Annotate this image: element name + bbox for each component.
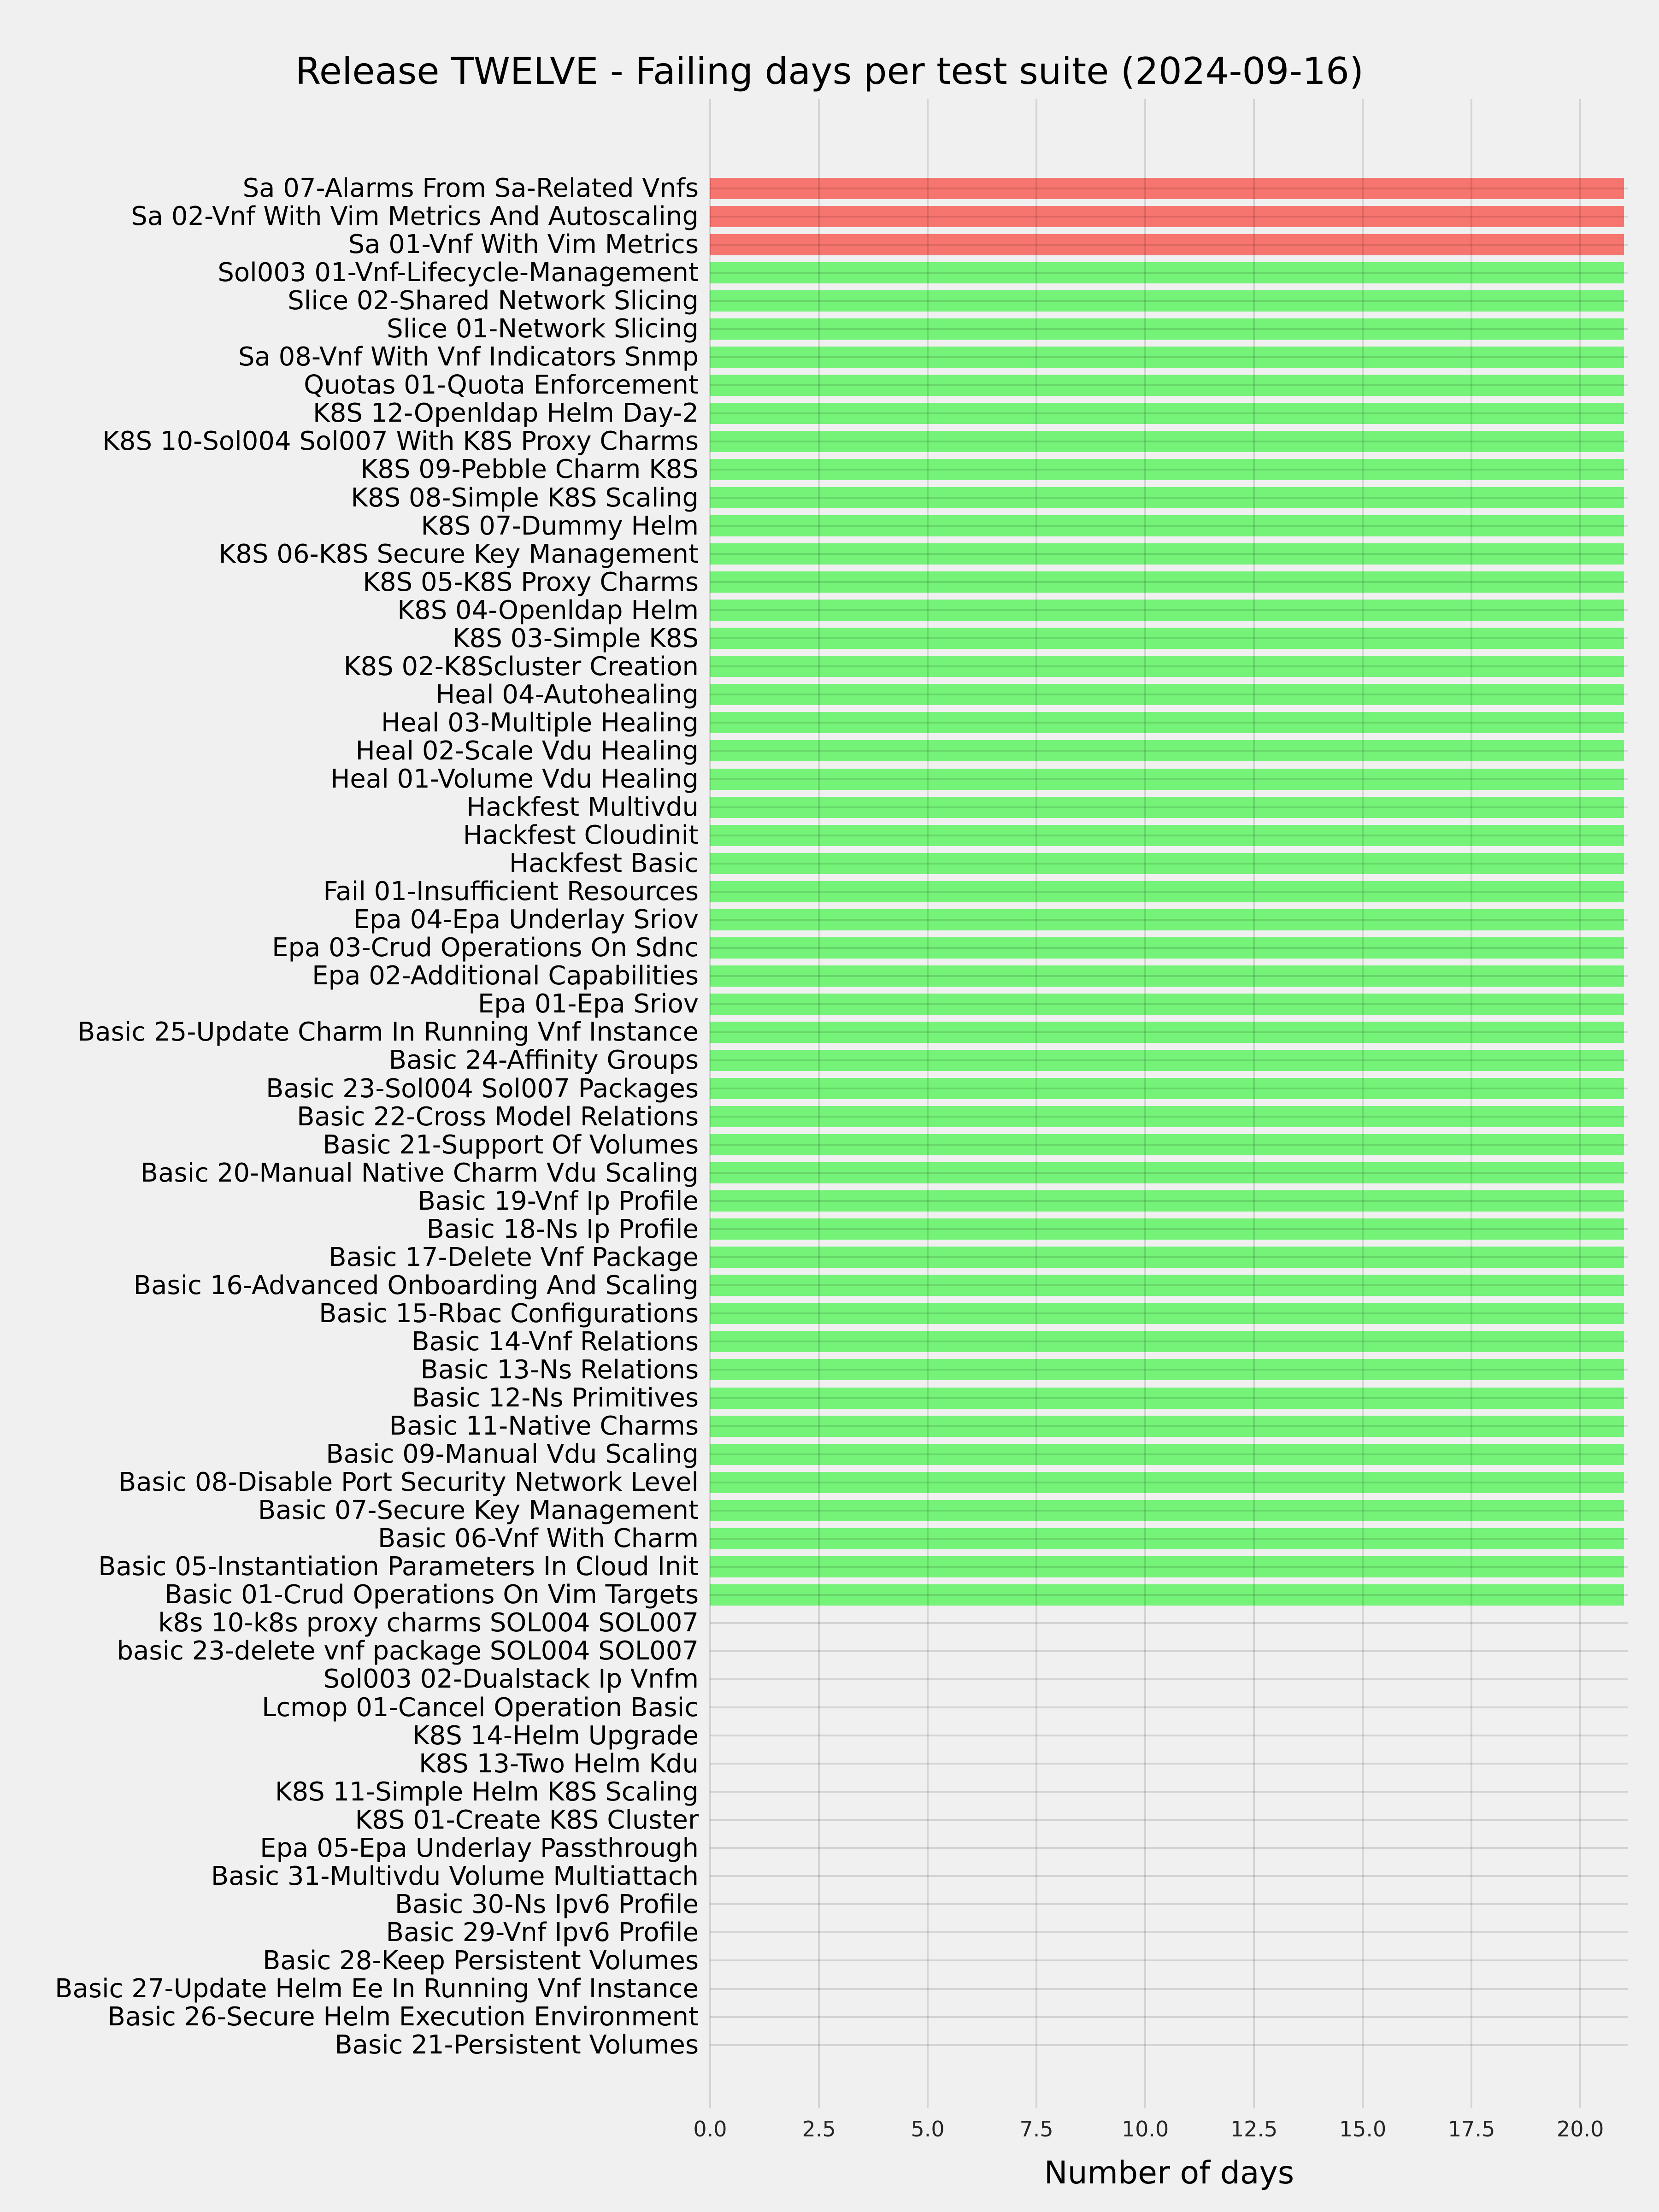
bar-track bbox=[710, 821, 1628, 849]
bar-track bbox=[710, 1722, 1628, 1750]
category-row bbox=[0, 202, 1628, 230]
category-label: k8s 10-k8s proxy charms SOL004 SOL007 bbox=[158, 1608, 699, 1638]
category-label: Basic 08-Disable Port Security Network Level bbox=[118, 1467, 699, 1498]
bar-track bbox=[710, 1356, 1628, 1384]
category-label: K8S 09-Pebble Charm K8S bbox=[360, 454, 699, 485]
gridline-h bbox=[710, 1931, 1628, 1933]
gridline-h bbox=[710, 863, 1628, 865]
category-row bbox=[0, 455, 1628, 483]
bar-track bbox=[710, 1187, 1628, 1215]
category-row bbox=[0, 737, 1628, 765]
category-row bbox=[0, 1524, 1628, 1553]
x-tick-label: 15.0 bbox=[1339, 2117, 1387, 2141]
bar-track bbox=[710, 877, 1628, 906]
gridline-h bbox=[710, 1875, 1628, 1877]
gridline-h bbox=[710, 1650, 1628, 1652]
category-label: Basic 23-Sol004 Sol007 Packages bbox=[266, 1073, 699, 1104]
bar-track bbox=[710, 1271, 1628, 1300]
category-label: Basic 30-Ns Ipv6 Profile bbox=[394, 1889, 699, 1919]
bar-track bbox=[710, 343, 1628, 371]
x-tick-label: 17.5 bbox=[1447, 2117, 1495, 2141]
category-label: Basic 14-Vnf Relations bbox=[412, 1326, 699, 1357]
gridline-h bbox=[710, 1538, 1628, 1540]
category-label: Basic 25-Update Charm In Running Vnf Instance bbox=[77, 1017, 699, 1047]
category-label: Epa 04-Epa Underlay Sriov bbox=[353, 905, 699, 935]
x-tick-label: 10.0 bbox=[1121, 2117, 1169, 2141]
bar-track bbox=[710, 2003, 1628, 2031]
gridline-h bbox=[710, 1791, 1628, 1793]
category-label: Basic 27-Update Helm Ee In Running Vnf Instance bbox=[55, 1974, 699, 2004]
category-row bbox=[0, 1243, 1628, 1271]
category-row bbox=[0, 1694, 1628, 1722]
bar-track bbox=[710, 202, 1628, 230]
category-label: Basic 18-Ns Ip Profile bbox=[426, 1214, 699, 1244]
bar-track bbox=[710, 540, 1628, 568]
bar-track bbox=[710, 484, 1628, 512]
x-tick-label: 2.5 bbox=[802, 2117, 836, 2141]
bar-track bbox=[710, 427, 1628, 455]
x-tick-label: 20.0 bbox=[1556, 2117, 1604, 2141]
bar-track bbox=[710, 1440, 1628, 1468]
category-label: Basic 07-Secure Key Management bbox=[258, 1495, 699, 1526]
bar-track bbox=[710, 1806, 1628, 1834]
gridline-h bbox=[710, 188, 1628, 189]
category-label: Basic 12-Ns Primitives bbox=[412, 1383, 699, 1413]
bar-track bbox=[710, 681, 1628, 709]
bar-track bbox=[710, 596, 1628, 624]
category-label: Fail 01-Insufficient Resources bbox=[323, 877, 699, 907]
bar-track bbox=[710, 1384, 1628, 1412]
bar-track bbox=[710, 990, 1628, 1018]
gridline-h bbox=[710, 581, 1628, 583]
category-row bbox=[0, 287, 1628, 315]
bar-track bbox=[710, 1018, 1628, 1046]
category-label: K8S 04-Openldap Helm bbox=[397, 595, 699, 625]
category-row bbox=[0, 990, 1628, 1018]
category-row bbox=[0, 1581, 1628, 1609]
category-row bbox=[0, 1750, 1628, 1778]
category-label: Lcmop 01-Cancel Operation Basic bbox=[262, 1692, 699, 1723]
bar-track bbox=[710, 1581, 1628, 1609]
x-tick-label: 0.0 bbox=[693, 2117, 727, 2141]
category-row bbox=[0, 1862, 1628, 1890]
category-label: Basic 22-Cross Model Relations bbox=[297, 1101, 699, 1132]
gridline-h bbox=[710, 1200, 1628, 1202]
gridline-h bbox=[710, 665, 1628, 667]
category-label: Basic 09-Manual Vdu Scaling bbox=[326, 1439, 699, 1470]
category-row bbox=[0, 540, 1628, 568]
category-label: Slice 01-Network Slicing bbox=[387, 314, 699, 344]
category-row bbox=[0, 1159, 1628, 1187]
category-row bbox=[0, 1046, 1628, 1074]
gridline-h bbox=[710, 1678, 1628, 1680]
category-label: Basic 01-Crud Operations On Vim Targets bbox=[165, 1580, 699, 1610]
category-row bbox=[0, 849, 1628, 877]
category-label: Basic 31-Multivdu Volume Multiattach bbox=[211, 1861, 699, 1891]
gridline-h bbox=[710, 1228, 1628, 1230]
gridline-h bbox=[710, 412, 1628, 414]
category-label: Epa 01-Epa Sriov bbox=[477, 989, 699, 1019]
category-row bbox=[0, 315, 1628, 343]
gridline-h bbox=[710, 1566, 1628, 1568]
category-label: Basic 19-Vnf Ip Profile bbox=[418, 1186, 699, 1216]
category-label: Sa 08-Vnf With Vnf Indicators Snmp bbox=[238, 342, 699, 372]
gridline-h bbox=[710, 637, 1628, 639]
category-label: Basic 28-Keep Persistent Volumes bbox=[263, 1945, 699, 1976]
category-label: K8S 11-Simple Helm K8S Scaling bbox=[275, 1777, 699, 1807]
category-row bbox=[0, 1778, 1628, 1806]
category-label: Basic 05-Instantiation Parameters In Cloud Init bbox=[98, 1552, 699, 1582]
category-label: K8S 01-Create K8S Cluster bbox=[355, 1805, 699, 1835]
gridline-h bbox=[710, 1397, 1628, 1399]
bar-track bbox=[710, 399, 1628, 427]
bar-track bbox=[710, 1215, 1628, 1243]
bar-track bbox=[710, 962, 1628, 990]
category-row bbox=[0, 1947, 1628, 1975]
category-row bbox=[0, 1637, 1628, 1665]
bar-track bbox=[710, 1553, 1628, 1581]
category-row bbox=[0, 512, 1628, 540]
category-label: K8S 02-K8Scluster Creation bbox=[343, 651, 699, 682]
bar-track bbox=[710, 1665, 1628, 1693]
category-row bbox=[0, 1384, 1628, 1412]
bar-track bbox=[710, 174, 1628, 202]
category-label: Epa 05-Epa Underlay Passthrough bbox=[260, 1833, 699, 1863]
bar-track bbox=[710, 1412, 1628, 1440]
bar-track bbox=[710, 1947, 1628, 1975]
bar-track bbox=[710, 624, 1628, 653]
bar-track bbox=[710, 1834, 1628, 1862]
bar-track bbox=[710, 1243, 1628, 1271]
bar-track bbox=[710, 653, 1628, 681]
x-axis-label: Number of days bbox=[1044, 2155, 1294, 2191]
category-label: basic 23-delete vnf package SOL004 SOL007 bbox=[117, 1636, 699, 1666]
category-label: Basic 29-Vnf Ipv6 Profile bbox=[386, 1917, 699, 1947]
category-label: K8S 03-Simple K8S bbox=[452, 623, 699, 653]
gridline-h bbox=[710, 1284, 1628, 1286]
gridline-h bbox=[710, 778, 1628, 780]
category-row bbox=[0, 765, 1628, 793]
category-row bbox=[0, 568, 1628, 596]
bar-track bbox=[710, 1131, 1628, 1159]
bar-track bbox=[710, 1046, 1628, 1074]
category-row bbox=[0, 1075, 1628, 1103]
bar-track bbox=[710, 1750, 1628, 1778]
gridline-h bbox=[710, 1819, 1628, 1821]
gridline-h bbox=[710, 1088, 1628, 1089]
gridline-h bbox=[710, 384, 1628, 386]
bar-track bbox=[710, 1075, 1628, 1103]
plot-rows bbox=[0, 99, 1628, 2108]
category-label: Quotas 01-Quota Enforcement bbox=[304, 370, 699, 400]
gridline-h bbox=[710, 1031, 1628, 1033]
bar-track bbox=[710, 1862, 1628, 1890]
bar-track bbox=[710, 1637, 1628, 1665]
bar-track bbox=[710, 1328, 1628, 1356]
gridline-h bbox=[710, 891, 1628, 893]
bar-track bbox=[710, 371, 1628, 399]
gridline-h bbox=[710, 272, 1628, 274]
bar-track bbox=[710, 934, 1628, 962]
category-row bbox=[0, 653, 1628, 681]
category-label: Epa 02-Additional Capabilities bbox=[312, 961, 699, 991]
gridline-h bbox=[710, 1059, 1628, 1061]
category-row bbox=[0, 1806, 1628, 1834]
category-row bbox=[0, 1496, 1628, 1524]
gridline-h bbox=[710, 806, 1628, 808]
category-row bbox=[0, 230, 1628, 259]
bar-track bbox=[710, 1159, 1628, 1187]
category-label: Sa 07-Alarms From Sa-Related Vnfs bbox=[242, 173, 699, 203]
gridline-h bbox=[710, 1312, 1628, 1314]
gridline-h bbox=[710, 1369, 1628, 1371]
gridline-h bbox=[710, 1425, 1628, 1427]
gridline-h bbox=[710, 497, 1628, 499]
bar-track bbox=[710, 259, 1628, 287]
category-label: K8S 05-K8S Proxy Charms bbox=[363, 567, 699, 597]
category-label: Basic 24-Affinity Groups bbox=[388, 1045, 699, 1076]
category-row bbox=[0, 1328, 1628, 1356]
bar-track bbox=[710, 1468, 1628, 1496]
gridline-h bbox=[710, 356, 1628, 358]
category-label: Basic 11-Native Charms bbox=[389, 1411, 699, 1441]
category-row bbox=[0, 259, 1628, 287]
bar-track bbox=[710, 1300, 1628, 1328]
category-label: Sa 02-Vnf With Vim Metrics And Autoscaling bbox=[131, 201, 699, 232]
gridline-h bbox=[710, 328, 1628, 330]
category-row bbox=[0, 1890, 1628, 1918]
category-row bbox=[0, 1665, 1628, 1693]
bar-track bbox=[710, 1609, 1628, 1637]
gridline-h bbox=[710, 919, 1628, 921]
gridline-h bbox=[710, 694, 1628, 695]
category-label: Slice 02-Shared Network Slicing bbox=[288, 286, 699, 316]
bar-track bbox=[710, 568, 1628, 596]
category-row bbox=[0, 624, 1628, 653]
category-row bbox=[0, 371, 1628, 399]
x-tick-label: 7.5 bbox=[1019, 2117, 1053, 2141]
plot-area bbox=[0, 99, 1628, 2108]
bar-track bbox=[710, 1778, 1628, 1806]
gridline-h bbox=[710, 1847, 1628, 1849]
category-label: Sol003 02-Dualstack Ip Vnfm bbox=[323, 1664, 699, 1694]
gridline-h bbox=[710, 1903, 1628, 1905]
gridline-h bbox=[710, 750, 1628, 752]
category-row bbox=[0, 2003, 1628, 2031]
bar-track bbox=[710, 1694, 1628, 1722]
category-label: Heal 03-Multiple Healing bbox=[381, 707, 699, 738]
category-label: Basic 21-Persistent Volumes bbox=[335, 2030, 699, 2060]
category-row bbox=[0, 2031, 1628, 2059]
gridline-h bbox=[710, 1116, 1628, 1118]
gridline-h bbox=[710, 1622, 1628, 1624]
category-label: Heal 01-Volume Vdu Healing bbox=[330, 764, 699, 794]
category-row bbox=[0, 1300, 1628, 1328]
gridline-h bbox=[710, 1003, 1628, 1005]
gridline-h bbox=[710, 1256, 1628, 1258]
bar-track bbox=[710, 455, 1628, 483]
category-label: Heal 02-Scale Vdu Healing bbox=[355, 735, 699, 766]
category-label: K8S 08-Simple K8S Scaling bbox=[351, 482, 699, 513]
category-row bbox=[0, 1553, 1628, 1581]
category-label: Sol003 01-Vnf-Lifecycle-Management bbox=[218, 258, 699, 288]
category-row bbox=[0, 877, 1628, 906]
category-label: K8S 07-Dummy Helm bbox=[421, 511, 699, 541]
gridline-h bbox=[710, 1959, 1628, 1961]
bar-track bbox=[710, 1975, 1628, 2003]
gridline-h bbox=[710, 835, 1628, 836]
gridline-h bbox=[710, 1482, 1628, 1483]
bar-track bbox=[710, 2031, 1628, 2059]
bar-track bbox=[710, 1918, 1628, 1947]
category-row bbox=[0, 1609, 1628, 1637]
gridline-h bbox=[710, 1172, 1628, 1174]
bar-track bbox=[710, 765, 1628, 793]
gridline-h bbox=[710, 1144, 1628, 1146]
gridline-h bbox=[710, 441, 1628, 442]
category-row bbox=[0, 399, 1628, 427]
category-row bbox=[0, 427, 1628, 455]
category-row bbox=[0, 1187, 1628, 1215]
bar-track bbox=[710, 793, 1628, 821]
category-label: Hackfest Basic bbox=[509, 848, 699, 879]
x-tick-label: 12.5 bbox=[1230, 2117, 1278, 2141]
gridline-h bbox=[710, 300, 1628, 302]
bar-track bbox=[710, 709, 1628, 737]
gridline-h bbox=[710, 1594, 1628, 1596]
gridline-h bbox=[710, 1706, 1628, 1708]
category-label: Heal 04-Autohealing bbox=[435, 679, 699, 710]
gridline-h bbox=[710, 469, 1628, 471]
category-label: Basic 15-Rbac Configurations bbox=[319, 1298, 699, 1329]
bar-track bbox=[710, 737, 1628, 765]
gridline-h bbox=[710, 553, 1628, 555]
gridline-h bbox=[710, 1453, 1628, 1455]
category-row bbox=[0, 1918, 1628, 1947]
chart-title: Release TWELVE - Failing days per test suite (2024-09-16) bbox=[295, 50, 1364, 93]
category-label: K8S 13-Two Helm Kdu bbox=[418, 1748, 699, 1779]
category-label: K8S 06-K8S Secure Key Management bbox=[218, 539, 699, 569]
gridline-h bbox=[710, 244, 1628, 246]
category-row bbox=[0, 174, 1628, 202]
category-label: K8S 10-Sol004 Sol007 With K8S Proxy Charms bbox=[102, 426, 699, 457]
gridline-h bbox=[710, 1510, 1628, 1512]
gridline-h bbox=[710, 975, 1628, 977]
category-row bbox=[0, 821, 1628, 849]
gridline-h bbox=[710, 2044, 1628, 2046]
gridline-h bbox=[710, 1735, 1628, 1736]
bar-track bbox=[710, 1524, 1628, 1553]
category-row bbox=[0, 1412, 1628, 1440]
gridline-h bbox=[710, 2016, 1628, 2018]
category-row bbox=[0, 906, 1628, 934]
category-row bbox=[0, 1271, 1628, 1300]
category-row bbox=[0, 1834, 1628, 1862]
category-label: Basic 17-Delete Vnf Package bbox=[329, 1242, 699, 1272]
category-row bbox=[0, 1103, 1628, 1131]
category-row bbox=[0, 1440, 1628, 1468]
category-label: Hackfest Multivdu bbox=[466, 792, 699, 823]
bar-track bbox=[710, 849, 1628, 877]
category-label: Basic 16-Advanced Onboarding And Scaling bbox=[133, 1270, 699, 1300]
category-label: Hackfest Cloudinit bbox=[463, 820, 699, 851]
category-label: Basic 13-Ns Relations bbox=[420, 1354, 699, 1385]
bar-track bbox=[710, 512, 1628, 540]
category-row bbox=[0, 681, 1628, 709]
category-row bbox=[0, 1975, 1628, 2003]
category-label: Basic 21-Support Of Volumes bbox=[323, 1130, 699, 1160]
category-label: K8S 12-Openldap Helm Day-2 bbox=[313, 398, 699, 429]
category-label: Sa 01-Vnf With Vim Metrics bbox=[348, 229, 699, 260]
category-row bbox=[0, 1018, 1628, 1046]
category-row bbox=[0, 962, 1628, 990]
bar-track bbox=[710, 906, 1628, 934]
bar-track bbox=[710, 1890, 1628, 1918]
category-row bbox=[0, 709, 1628, 737]
category-label: Basic 06-Vnf With Charm bbox=[377, 1524, 699, 1554]
category-label: K8S 14-Helm Upgrade bbox=[412, 1720, 699, 1751]
category-row bbox=[0, 1215, 1628, 1243]
gridline-h bbox=[710, 609, 1628, 611]
gridline-h bbox=[710, 1763, 1628, 1765]
gridline-h bbox=[710, 525, 1628, 527]
bar-track bbox=[710, 287, 1628, 315]
category-label: Basic 20-Manual Native Charm Vdu Scaling bbox=[140, 1158, 699, 1188]
category-row bbox=[0, 484, 1628, 512]
category-row bbox=[0, 934, 1628, 962]
x-axis bbox=[693, 2117, 1628, 2149]
category-row bbox=[0, 1131, 1628, 1159]
category-row bbox=[0, 1356, 1628, 1384]
gridline-h bbox=[710, 1988, 1628, 1990]
category-row bbox=[0, 596, 1628, 624]
gridline-h bbox=[710, 1341, 1628, 1342]
bar-track bbox=[710, 1103, 1628, 1131]
x-tick-label: 5.0 bbox=[911, 2117, 945, 2141]
category-row bbox=[0, 1722, 1628, 1750]
category-row bbox=[0, 343, 1628, 371]
bar-track bbox=[710, 230, 1628, 259]
gridline-h bbox=[710, 216, 1628, 218]
category-label: Epa 03-Crud Operations On Sdnc bbox=[272, 933, 699, 963]
bar-track bbox=[710, 1496, 1628, 1524]
gridline-h bbox=[710, 722, 1628, 724]
category-row bbox=[0, 1468, 1628, 1496]
category-row bbox=[0, 793, 1628, 821]
gridline-h bbox=[710, 947, 1628, 949]
category-label: Basic 26-Secure Helm Execution Environment bbox=[107, 2002, 699, 2032]
bar-track bbox=[710, 315, 1628, 343]
